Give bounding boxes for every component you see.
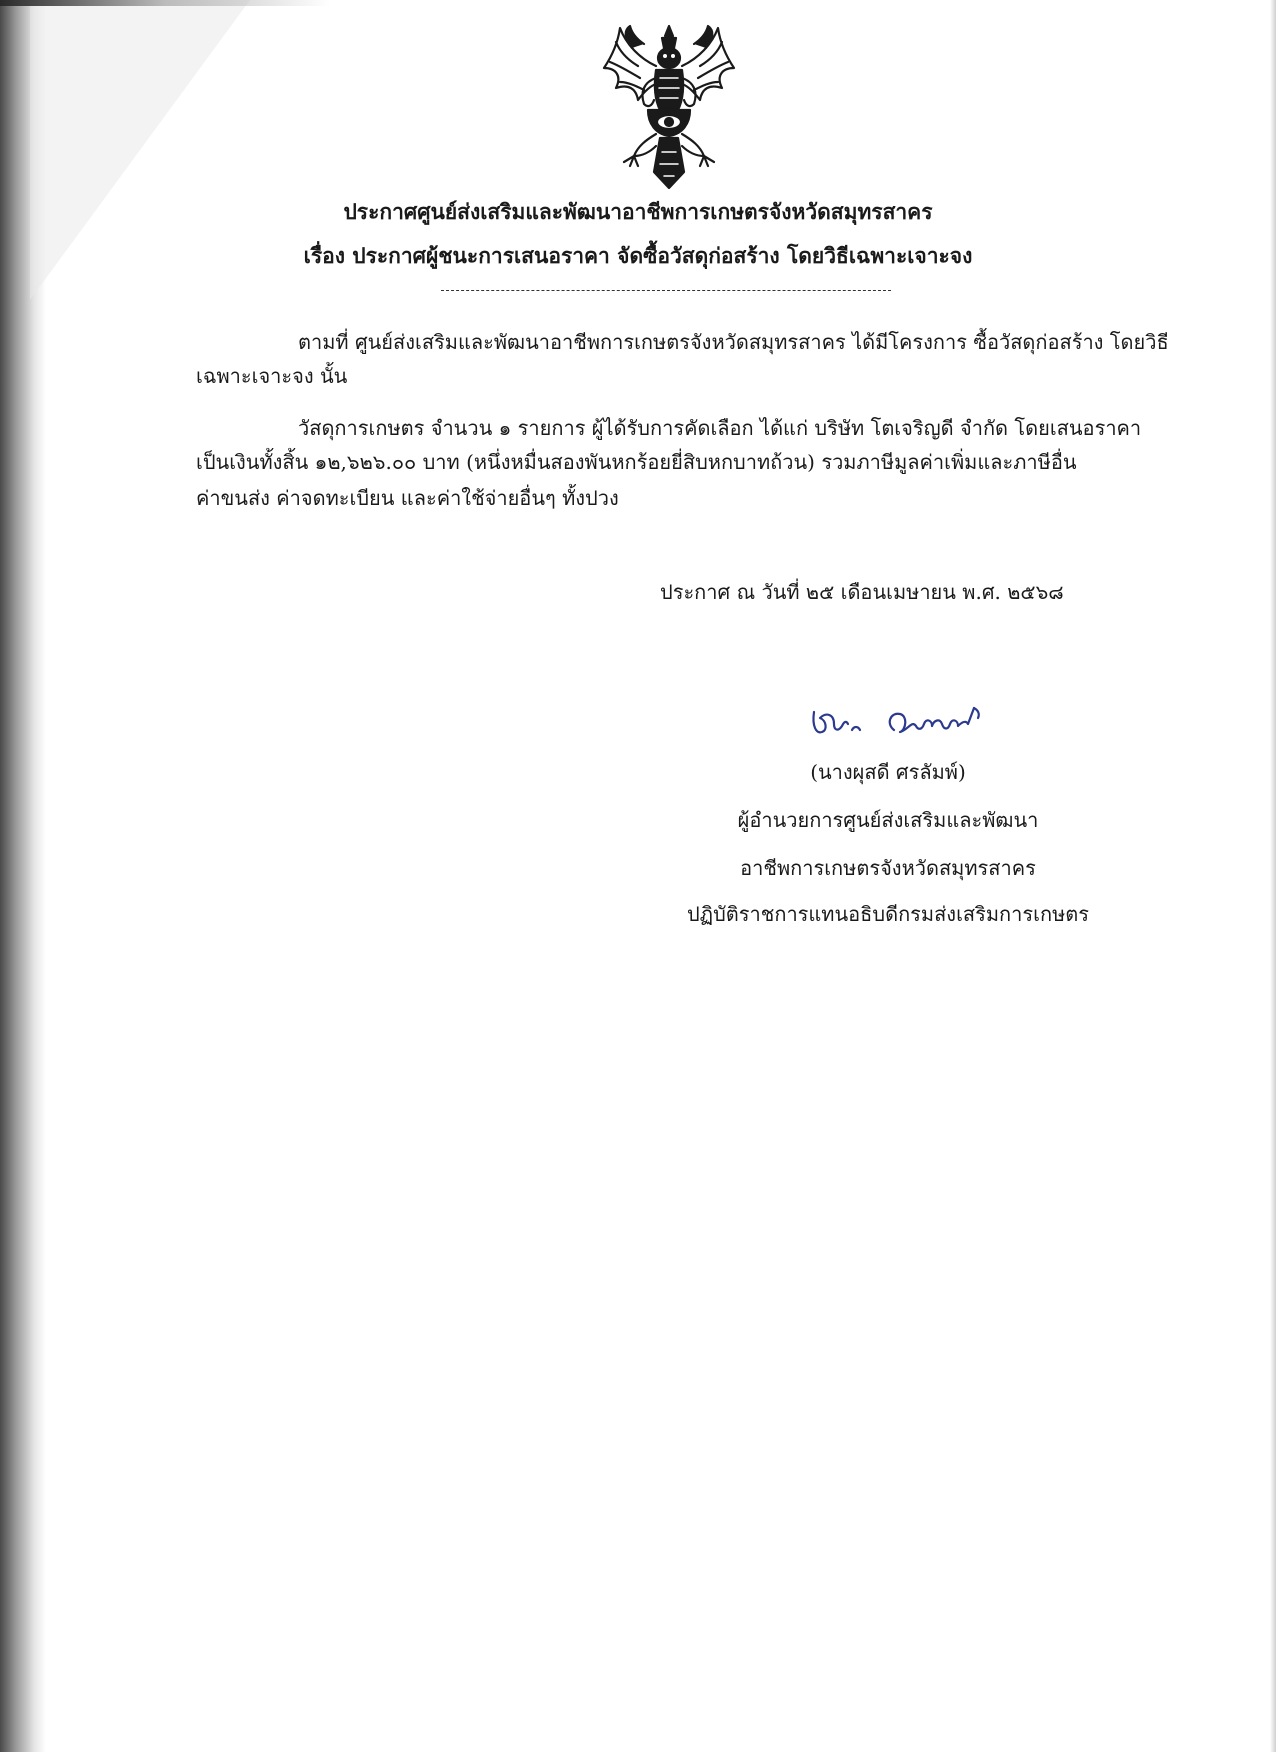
paragraph-1-line-2: เฉพาะเจาะจง นั้น bbox=[196, 364, 348, 388]
signer-position-line-2: อาชีพการเกษตรจังหวัดสมุทรสาคร bbox=[740, 856, 1036, 880]
signer-position-line-1: ผู้อำนวยการศูนย์ส่งเสริมและพัฒนา bbox=[737, 808, 1039, 832]
signer-position-line-3: ปฏิบัติราชการแทนอธิบดีกรมส่งเสริมการเกษตร bbox=[686, 902, 1089, 926]
handwritten-signature bbox=[808, 690, 1008, 750]
paragraph-1-line-1: ตามที่ ศูนย์ส่งเสริมและพัฒนาอาชีพการเกษตรจังหวัดสมุทรสาคร ได้มีโครงการ ซื้อวัสดุก่อสร้าง โดยวิธี bbox=[298, 330, 1169, 354]
paragraph-2-line-3: ค่าขนส่ง ค่าจดทะเบียน และค่าใช้จ่ายอื่นๆ ทั้งปวง bbox=[196, 486, 619, 510]
announcement-subject: เรื่อง ประกาศผู้ชนะการเสนอราคา จัดซื้อวัสดุก่อสร้าง โดยวิธีเฉพาะเจาะจง bbox=[303, 243, 973, 268]
announce-date: ประกาศ ณ วันที่ ๒๕ เดือนเมษายน พ.ศ. ๒๕๖๘ bbox=[660, 580, 1064, 604]
scan-shadow-top bbox=[0, 0, 330, 6]
paragraph-2-line-2: เป็นเงินทั้งสิ้น ๑๒,๖๒๖.๐๐ บาท (หนึ่งหมื่นสองพันหกร้อยยี่สิบหกบาทถ้วน) รวมภาษีมูลค่าเพิ่มและภาษีอื่น bbox=[196, 450, 1077, 474]
announcement-title: ประกาศศูนย์ส่งเสริมและพัฒนาอาชีพการเกษตรจังหวัดสมุทรสาคร bbox=[343, 199, 933, 224]
title-divider bbox=[441, 290, 891, 291]
paragraph-2-line-1: วัสดุการเกษตร จำนวน ๑ รายการ ผู้ได้รับการคัดเลือก ได้แก่ บริษัท โตเจริญดี จำกัด โดยเสนอราคา bbox=[298, 416, 1142, 440]
signer-name: (นางผุสดี ศรลัมพ์) bbox=[810, 760, 966, 784]
garuda-emblem-icon bbox=[594, 22, 744, 192]
